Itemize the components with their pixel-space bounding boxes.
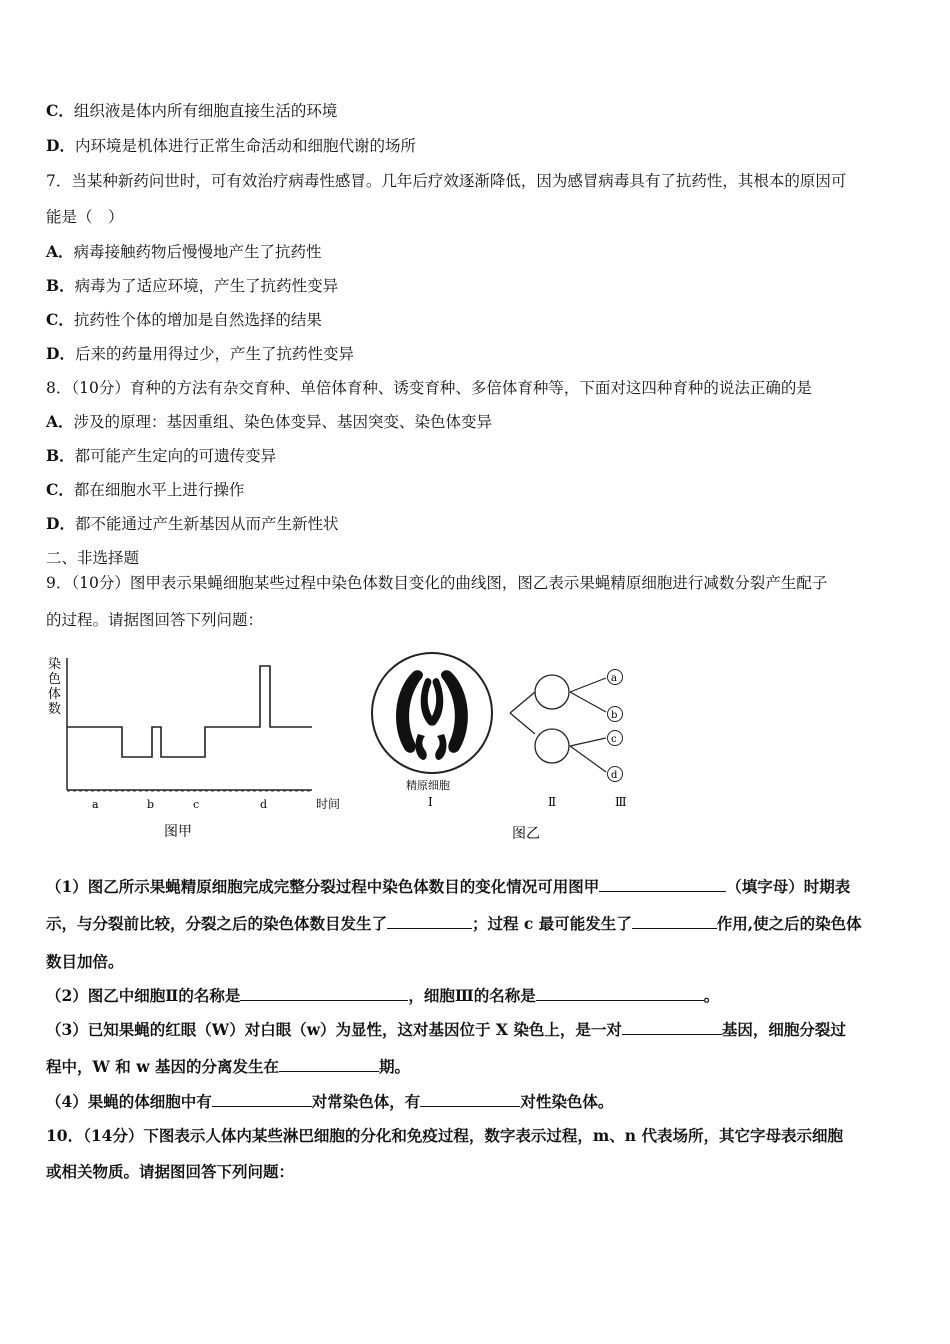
text-segment: 示，与分裂前比较，分裂之后的染色体数目发生了 [46,914,388,933]
gamete-label: b [611,710,618,721]
q7-stem-line2: 能是（ ） [46,208,124,226]
text-segment: （2）图乙中细胞Ⅱ的名称是 [46,986,241,1005]
arrow [570,678,606,692]
arrow [570,738,606,746]
q9-figures [40,650,660,854]
option-letter: C． [46,310,74,329]
answer-blank[interactable] [240,986,408,1001]
cell-II [535,675,569,709]
q10-stem-line2: 或相关物质。请据图回答下列问题： [46,1162,295,1181]
text-segment: （4）果蝇的体细胞中有 [46,1092,212,1111]
q7-option-d [46,344,354,364]
q9-part2 [46,986,719,1006]
option-text: 抗药性个体的增加是自然选择的结果 [73,311,322,329]
answer-blank[interactable] [212,1092,312,1107]
q7-option-b [46,276,338,296]
text-segment: ；过程 c 最可能发生了 [472,914,632,933]
answer-blank[interactable] [599,877,726,892]
ylabel-char: 数 [48,702,62,717]
option-letter: D． [46,136,75,155]
section-heading: 二、非选择题 [46,549,140,567]
cell-label: 精原细胞 [406,779,450,792]
q9-part1-line2 [46,914,862,934]
q6-option-c [46,101,337,121]
q9-part1-line3: 数目加倍。 [46,952,124,971]
text-segment: 对性染色体。 [520,1092,614,1111]
q9-part3-line2 [46,1057,410,1077]
q9-part3-line1 [46,1020,846,1040]
answer-blank[interactable] [279,1057,379,1072]
x-axis-label: 时间 [316,797,341,811]
option-text: 都不能通过产生新基因从而产生新性状 [74,515,339,533]
arrow [570,746,606,772]
text-segment: 期。 [378,1057,410,1076]
period-label: b [147,798,155,811]
figures-svg [40,650,660,850]
q9-stem-line1: 9．（10分）图甲表示果蝇细胞某些过程中染色体数目变化的曲线图，图乙表示果蝇精原细胞进行减数分裂产生配子 [46,574,828,592]
answer-blank[interactable] [632,914,717,929]
spermatogonium-cell [372,653,492,773]
text-segment: 程中，W 和 w 基因的分离发生在 [46,1057,279,1076]
q8-option-c [46,480,244,500]
answer-blank[interactable] [387,914,472,929]
gamete-label: a [611,673,617,684]
option-text: 组织液是体内所有细胞直接生活的环境 [73,102,338,120]
answer-blank[interactable] [622,1020,722,1035]
stage-label: Ⅱ [548,795,557,809]
figure-caption: 图甲 [164,824,192,840]
q8-option-a [46,412,492,432]
figure-jia [48,656,340,840]
option-text: 病毒接触药物后慢慢地产生了抗药性 [73,243,322,261]
text-segment: （1）图乙所示果蝇精原细胞完成完整分裂过程中染色体数目的变化情况可用图甲 [46,877,600,896]
figure-yi [372,653,627,842]
q8-option-b [46,446,276,466]
chromosome-small: ᵛ [428,720,432,731]
option-letter: D． [46,514,75,533]
ylabel-char: 色 [48,672,62,687]
arrow [570,692,606,712]
figure-caption: 图乙 [512,826,540,842]
q8-stem: 8．（10分）育种的方法有杂交育种、单倍体育种、诱变育种、多倍体育种等，下面对这四种育种的说法正确的是 [46,379,812,397]
period-label: a [92,798,99,811]
answer-blank[interactable] [420,1092,520,1107]
text-segment: （3）已知果蝇的红眼（W）对白眼（w）为显性，这对基因位于 X 染色上，是一对 [46,1020,622,1039]
option-text: 后来的药量用得过少，产生了抗药性变异 [74,345,354,363]
period-label: d [260,798,268,811]
option-text: 病毒为了适应环境，产生了抗药性变异 [74,277,339,295]
text-segment: 基因，细胞分裂过 [721,1020,846,1039]
option-letter: B． [46,446,75,465]
gamete-label: d [611,770,618,781]
arrow [510,713,535,734]
option-letter: C． [46,480,74,499]
q8-option-d [46,514,338,534]
q9-part1-line1 [46,877,850,897]
q9-part4 [46,1092,613,1112]
text-segment: （填字母）时期表 [726,877,851,896]
ylabel-char: 体 [48,687,62,702]
chromosome-curve [67,666,312,757]
text-segment: 作用,使之后的染色体 [716,914,862,933]
option-letter: C． [46,101,74,120]
option-text: 内环境是机体进行正常生命活动和细胞代谢的场所 [74,137,416,155]
option-letter: B． [46,276,75,295]
stage-label: Ⅰ [428,795,433,809]
gamete-label: c [611,734,617,745]
q10-stem-line1: 10．（14分）下图表示人体内某些淋巴细胞的分化和免疫过程，数字表示过程，m、n 代表场所，其它字母表示细胞 [46,1126,843,1145]
q7-option-c [46,310,322,330]
text-segment: 。 [703,986,720,1005]
q9-stem-line2: 的过程。请据图回答下列问题： [46,611,264,629]
option-letter: A． [46,412,74,431]
text-segment: 对常染色体，有 [311,1092,421,1111]
q6-option-d [46,136,416,156]
option-text: 涉及的原理：基因重组、染色体变异、基因突变、染色体变异 [73,413,493,431]
period-label: c [193,798,200,811]
ylabel-char: 染 [48,657,62,672]
q7-stem-line1: 7．当某种新药问世时，可有效治疗病毒性感冒。几年后疗效逐渐降低，因为感冒病毒具有了抗药性，其根本的原因可 [46,172,847,190]
option-text: 都可能产生定向的可遗传变异 [74,447,277,465]
q7-option-a [46,242,322,262]
stage-label: Ⅲ [615,795,627,809]
option-letter: D． [46,344,75,363]
option-text: 都在细胞水平上进行操作 [73,481,245,499]
arrow [510,692,535,713]
option-letter: A． [46,242,74,261]
cell-II [535,729,569,763]
text-segment: ，细胞Ⅲ的名称是 [408,986,536,1005]
answer-blank[interactable] [536,986,704,1001]
